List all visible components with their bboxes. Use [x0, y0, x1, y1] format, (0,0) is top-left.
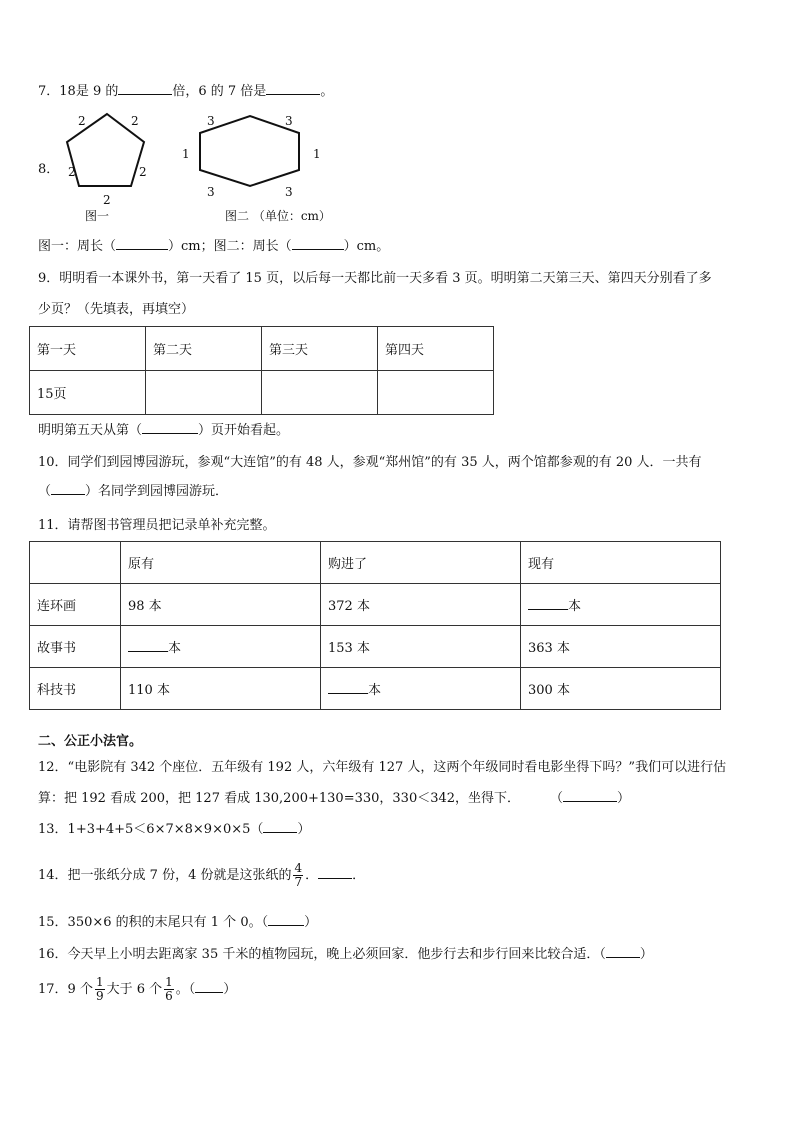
- table-cell: 98 本: [121, 584, 321, 626]
- question-17: [38, 972, 236, 1008]
- table-row: [30, 584, 721, 626]
- q9-line-2: 少页？（先填表，再填空）: [38, 302, 195, 317]
- fraction-numerator: 1: [165, 975, 173, 989]
- q14-fraction: [293, 862, 303, 889]
- hexagon-side-label: 3: [285, 114, 293, 128]
- fraction-denominator: 9: [95, 989, 104, 1003]
- table-header-cell: 第三天: [262, 327, 378, 371]
- q8-answer-text-3: ）cm。: [343, 239, 390, 254]
- q13-blank[interactable]: [263, 820, 297, 833]
- q7-number: 7．: [38, 84, 60, 99]
- q14-blank[interactable]: [318, 866, 352, 879]
- table-answer-cell[interactable]: [321, 668, 521, 710]
- table-header-cell: 原有: [121, 542, 321, 584]
- q16-blank[interactable]: [606, 945, 640, 958]
- q9-after-line: [38, 421, 289, 441]
- q16-text: 16．今天早上小明去距离家 35 千米的植物园玩，晚上必须回家．他步行去和步行回来比较合适．（: [38, 947, 606, 962]
- q7-text-2: 倍，6 的 7 倍是: [172, 84, 267, 99]
- hexagon-side-label: 3: [207, 114, 215, 128]
- answer-blank[interactable]: [128, 639, 168, 652]
- q17-blank[interactable]: [195, 980, 223, 993]
- q12-blank[interactable]: [563, 789, 617, 802]
- q7-blank-1[interactable]: [118, 82, 172, 95]
- question-7: [38, 82, 333, 102]
- figure-2-caption: 图二 （单位：cm）: [225, 209, 331, 223]
- q10-line-2-text: ）名同学到园博园游玩．: [85, 484, 229, 499]
- q10-line-2: [38, 482, 228, 502]
- table-cell: 153 本: [321, 626, 521, 668]
- pentagon-side-label: 2: [68, 165, 76, 179]
- q13-text: 13．1+3+4+5＜6×7×8×9×0×5（: [38, 822, 264, 837]
- fraction-denominator: 6: [165, 989, 173, 1003]
- fraction-numerator: 1: [95, 975, 104, 989]
- section-2-title: 二、公正小法官。: [38, 734, 143, 749]
- q15-close: ）: [304, 915, 318, 930]
- q8-answer-line: [38, 237, 389, 257]
- q14-tail: ．: [305, 868, 319, 883]
- q8-blank-2[interactable]: [292, 237, 344, 250]
- fraction-denominator: 7: [294, 875, 303, 889]
- q17-mid: 大于 6 个: [106, 982, 163, 997]
- table-cell: 110 本: [121, 668, 321, 710]
- table-header-row: [30, 542, 721, 584]
- pentagon-side-label: 2: [131, 114, 139, 128]
- answer-blank[interactable]: [528, 597, 568, 610]
- table-answer-cell[interactable]: [521, 584, 721, 626]
- figure-1-caption: 图一: [85, 209, 110, 223]
- pentagon-side-label: 2: [103, 193, 111, 207]
- table-header-cell: 第一天: [30, 327, 146, 371]
- q9-after-text-1: 明明第五天从第（: [38, 423, 143, 438]
- table-header-cell: 现有: [521, 542, 721, 584]
- q17-close: ）: [223, 982, 237, 997]
- pentagon-side-label: 2: [139, 165, 147, 179]
- q14-text: 14．把一张纸分成 7 份，4 份就是这张纸的: [38, 868, 292, 883]
- table-row: [30, 668, 721, 710]
- table-header-cell: 第四天: [378, 327, 494, 371]
- question-13: [38, 820, 310, 840]
- q14-end: ．: [352, 868, 366, 883]
- hexagon-side-label: 1: [182, 147, 190, 161]
- q9-after-text-2: ）页开始看起。: [198, 423, 290, 438]
- q12-line-2-text: 算：把 192 看成 200，把 127 看成 130,200+130=330，330＜342，坐得下．: [38, 791, 521, 806]
- table-answer-cell[interactable]: [378, 371, 494, 415]
- table-row-label: 故事书: [30, 626, 121, 668]
- q9-line-1: 9．明明看一本课外书，第一天看了 15 页，以后每一天都比前一天多看 3 页。明明第二天第三天、第四天分别看了多: [38, 271, 712, 286]
- q11-table: [29, 541, 721, 710]
- table-cell: 363 本: [521, 626, 721, 668]
- q10-paren-open: （: [38, 484, 52, 499]
- q7-blank-2[interactable]: [266, 82, 320, 95]
- table-header-cell: 第二天: [146, 327, 262, 371]
- question-14: [38, 858, 365, 894]
- table-cell: 15页: [30, 371, 146, 415]
- table-row-label: 连环画: [30, 584, 121, 626]
- q8-blank-1[interactable]: [116, 237, 168, 250]
- table-header-cell: [30, 542, 121, 584]
- q10-line-1: 10．同学们到园博园游玩，参观“大连馆”的有 48 人，参观“郑州馆”的有 35 人，两个馆都参观的有 20 人．一共有: [38, 455, 702, 470]
- q17-post: 。（: [175, 982, 196, 997]
- table-header-cell: 购进了: [321, 542, 521, 584]
- q10-blank[interactable]: [51, 482, 85, 495]
- q11-title: 11．请帮图书管理员把记录单补充完整。: [38, 518, 276, 533]
- answer-blank[interactable]: [328, 681, 368, 694]
- q13-close: ）: [297, 822, 311, 837]
- q7-end: 。: [320, 84, 334, 99]
- table-row: [30, 371, 494, 415]
- hexagon-side-label: 1: [313, 147, 321, 161]
- table-cell: 300 本: [521, 668, 721, 710]
- q9-blank[interactable]: [142, 421, 198, 434]
- q9-table: [29, 326, 494, 415]
- table-answer-cell[interactable]: [262, 371, 378, 415]
- q17-pre: 17．9 个: [38, 982, 93, 997]
- hexagon-side-label: 3: [207, 185, 215, 199]
- pentagon-side-label: 2: [78, 114, 86, 128]
- q12-line-2: [38, 789, 630, 809]
- unit-label: 本: [168, 641, 182, 656]
- q7-text-1: 18是 9 的: [59, 84, 119, 99]
- q17-fraction-1: [95, 976, 105, 1003]
- question-16: [38, 945, 653, 965]
- q16-close: ）: [639, 947, 653, 962]
- q15-text: 15．350×6 的积的末尾只有 1 个 0。（: [38, 915, 269, 930]
- q12-line-1: 12．“电影院有 342 个座位．五年级有 192 人，六年级有 127 人，这两个年级同时看电影坐得下吗？”我们可以进行估: [38, 760, 727, 775]
- table-cell: 372 本: [321, 584, 521, 626]
- question-15: [38, 913, 317, 933]
- q8-figures: [55, 108, 355, 228]
- table-answer-cell[interactable]: [146, 371, 262, 415]
- q8-answer-text-1: 图一：周长（: [38, 239, 117, 254]
- unit-label: 本: [568, 599, 582, 614]
- q15-blank[interactable]: [268, 913, 304, 926]
- hexagon-side-label: 3: [285, 185, 293, 199]
- q12-paren-open: （: [550, 791, 564, 806]
- q8-answer-text-2: ）cm；图二：周长（: [168, 239, 292, 254]
- q12-paren-close: ）: [617, 791, 631, 806]
- fraction-numerator: 4: [294, 861, 303, 875]
- unit-label: 本: [368, 683, 382, 698]
- table-answer-cell[interactable]: [121, 626, 321, 668]
- table-row-label: 科技书: [30, 668, 121, 710]
- table-row: [30, 626, 721, 668]
- q17-fraction-2: [164, 976, 174, 1003]
- table-header-row: [30, 327, 494, 371]
- q8-number: 8．: [38, 162, 60, 177]
